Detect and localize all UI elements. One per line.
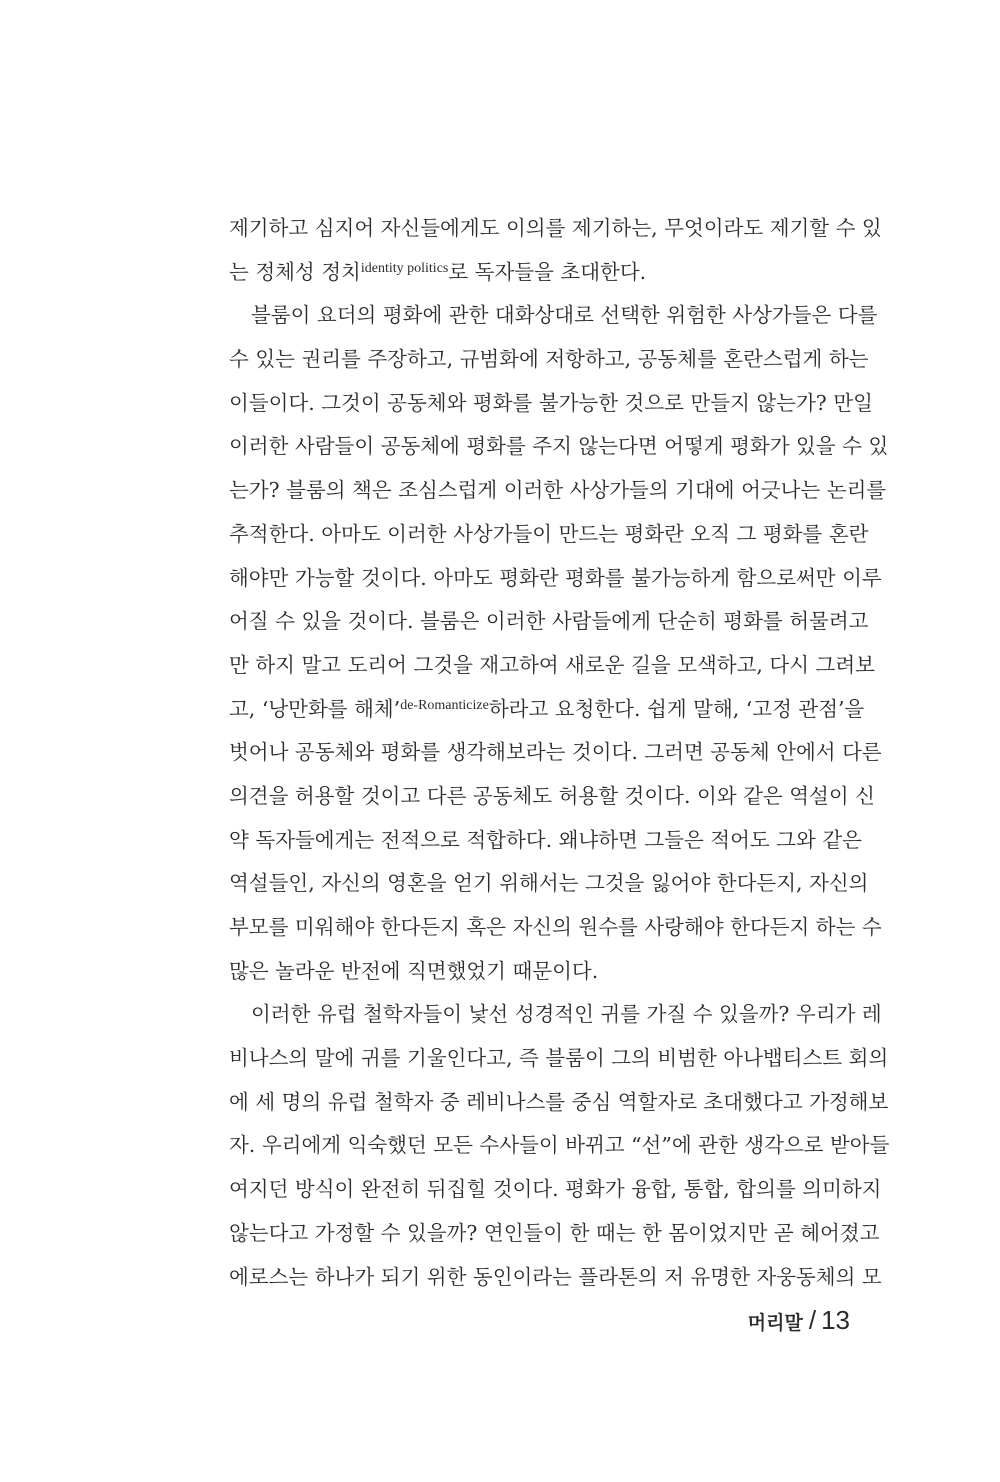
text-line: 않는다고 가정할 수 있을까? 연인들이 한 때는 한 몸이었지만 곧 헤어졌고 — [229, 1220, 880, 1245]
text-line: 는가? 블룸의 책은 조심스럽게 이러한 사상가들의 기대에 어긋나는 논리를 — [229, 478, 887, 503]
text-line: 자. 우리에게 익숙했던 모든 수사들이 바뀌고 “선”에 관한 생각으로 받아들 — [229, 1133, 890, 1158]
text-segment: 고, ‘낭만화를 해체’ — [229, 696, 401, 721]
text-line: 이들이다. 그것이 공동체와 평화를 불가능한 것으로 만들지 않는가? 만일 — [229, 390, 873, 415]
text-line: 비나스의 말에 귀를 기울인다고, 즉 블룸이 그의 비범한 아나뱁티스트 회의 — [229, 1046, 889, 1071]
running-section-title: 머리말 — [747, 1313, 803, 1334]
text-line: 수 있는 권리를 주장하고, 규범화에 저항하고, 공동체를 혼란스럽게 하는 — [229, 347, 869, 372]
page-number: 13 — [821, 1305, 850, 1335]
english-gloss: de-Romanticize — [400, 697, 489, 713]
text-line: 블룸이 요더의 평화에 관한 대화상대로 선택한 위험한 사상가들은 다를 — [251, 303, 878, 328]
text-line: 의견을 허용할 것이고 다른 공동체도 허용할 것이다. 이와 같은 역설이 신 — [229, 783, 875, 808]
text-line: 부모를 미워해야 한다든지 혹은 자신의 원수를 사랑해야 한다든지 하는 수 — [229, 915, 882, 939]
text-line: 역설들인, 자신의 영혼을 얻기 위해서는 그것을 잃어야 한다든지, 자신의 — [229, 871, 869, 896]
text-line: 에 세 명의 유럽 철학자 중 레비나스를 중심 역할자로 초대했다고 가정해보 — [229, 1089, 889, 1114]
text-line: 이러한 유럽 철학자들이 낯선 성경적인 귀를 가질 수 있을까? 우리가 레 — [251, 1002, 882, 1027]
text-segment: 는 정체성 정치 — [229, 259, 361, 284]
text-line — [229, 688, 865, 732]
paragraph-1 — [229, 207, 882, 294]
text-line: 추적한다. 아마도 이러한 사상가들이 만드는 평화란 오직 그 평화를 혼란 — [229, 521, 869, 546]
paragraph-2 — [229, 294, 889, 993]
text-line: 약 독자들에게는 전적으로 적합하다. 왜냐하면 그들은 적어도 그와 같은 — [229, 827, 862, 852]
text-line: 벗어나 공동체와 평화를 생각해보라는 것이다. 그러면 공동체 안에서 다른 — [229, 740, 882, 765]
text-line: 제기하고 심지어 자신들에게도 이의를 제기하는, 무엇이라도 제기할 수 있 — [229, 216, 882, 240]
text-segment: 로 독자들을 초대한다. — [448, 259, 647, 284]
page-footer — [748, 1300, 850, 1340]
text-segment: 하라고 요청한다. 쉽게 말해, ‘고정 관점’을 — [488, 696, 865, 721]
text-line: 에로스는 하나가 되기 위한 동인이라는 플라톤의 저 유명한 자웅동체의 모 — [229, 1264, 882, 1289]
english-gloss: identity politics — [360, 260, 449, 276]
text-line: 어질 수 있을 것이다. 블룸은 이러한 사람들에게 단순히 평화를 허물려고 — [229, 609, 869, 634]
text-line: 만 하지 말고 도리어 그것을 재고하여 새로운 길을 모색하고, 다시 그려보 — [229, 652, 875, 677]
body-text — [229, 207, 890, 1299]
text-line: 이러한 사람들이 공동체에 평화를 주지 않는다면 어떻게 평화가 있을 수 있 — [229, 434, 889, 459]
paragraph-3 — [229, 993, 890, 1299]
text-line: 해야만 가능할 것이다. 아마도 평화란 평화를 불가능하게 함으로써만 이루 — [229, 565, 882, 590]
text-line: 여지던 방식이 완전히 뒤집힐 것이다. 평화가 융합, 통합, 합의를 의미하지 — [229, 1177, 882, 1202]
text-line — [229, 251, 851, 295]
text-line: 많은 놀라운 반전에 직면했었기 때문이다. — [229, 958, 599, 983]
folio-separator: / — [808, 1305, 817, 1335]
